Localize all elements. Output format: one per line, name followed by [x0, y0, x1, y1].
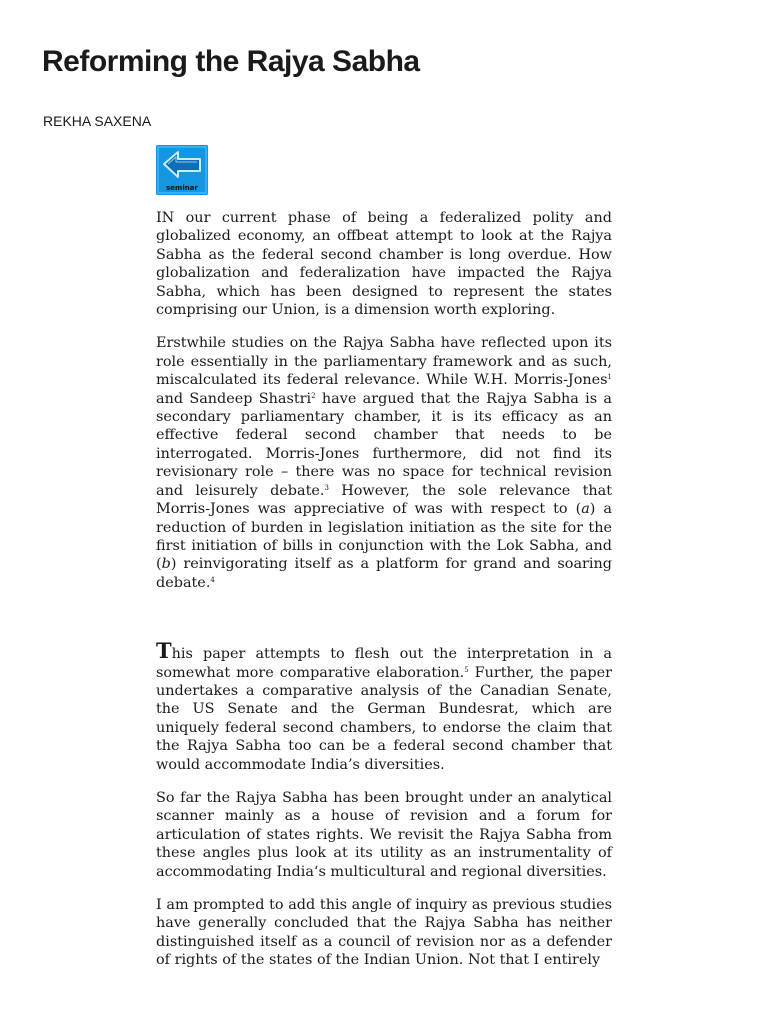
footnote-ref-2[interactable]: 2 — [311, 391, 316, 400]
paragraph-2-text: have argued that the Rajya Sabha is a secondary parliamentary chamber, it is its efficacy as an effective federal second chamber that needs to be interrogated. Morris-Jones furthermore, did not find its revisionary role – there was no space for technical revision and leisurely debate. — [156, 390, 613, 499]
article-body — [156, 209, 612, 985]
footnote-ref-5[interactable]: 5 — [464, 665, 469, 674]
item-letter-b: b — [161, 556, 171, 573]
seminar-logo[interactable] — [156, 145, 208, 195]
paragraph-2-text: ) a reduction of burden in legislation initiation as the site for the first initiation of bills in conjunction with the Lok Sabha, and ( — [156, 501, 612, 573]
paragraph-1: IN our current phase of being a federalized polity and globalized economy, an offbeat attempt to look at the Rajya Sabha as the federal second chamber is long overdue. How globalization and federalization have impacted the Rajya Sabha, which has been designed to represent the states comprising our Union, is a dimension worth exploring. — [156, 210, 612, 319]
page-title: Reforming the Rajya Sabha — [42, 45, 420, 78]
paragraph-3-text: Further, the paper undertakes a comparative analysis of the Canadian Senate, the US Senate and the German Bundesrat, which are uniquely federal second chambers, to endorse the claim that the Rajya Sabha too can be a federal second chamber that would accommodate India’s diversities. — [156, 664, 612, 773]
footnote-ref-3[interactable]: 3 — [324, 483, 329, 492]
paragraph-2-text: and Sandeep Shastri — [156, 390, 312, 407]
footnote-ref-4[interactable]: 4 — [210, 575, 215, 584]
logo-label: seminar — [166, 184, 198, 192]
paragraph-4: So far the Rajya Sabha has been brought under an analytical scanner mainly as a house of revision and a forum for articulation of states rights. We revisit the Rajya Sabha from these angles plus look at its utility as an instrumentality of accommodating India‘s multicultural and regional diversities. — [156, 789, 612, 880]
paragraph-2 — [156, 334, 612, 592]
paragraph-2-text: ) reinvigorating itself as a platform for grand and soaring debate. — [156, 556, 612, 591]
paragraph-2-text: However, the sole relevance that Morris-Jones was appreciative of was with respect to ( — [156, 482, 612, 518]
paragraph-3-text: his paper attempts to flesh out the interpretation in a somewhat more comparative elaboration. — [156, 646, 612, 681]
footnote-ref-1[interactable]: 1 — [607, 373, 612, 382]
paragraph-5: I am prompted to add this angle of inquiry as previous studies have generally concluded that the Rajya Sabha has neither distinguished itself as a council of revision nor as a defender of rights of the states of the Indian Union. Not that I entirely — [156, 897, 612, 969]
item-letter-a: a — [581, 501, 590, 518]
paragraph-3 — [156, 638, 612, 774]
author-name: REKHA SAXENA — [43, 113, 152, 129]
paragraph-2-text: Erstwhile studies on the Rajya Sabha have reflected upon its role essentially in the parliamentary framework and as such, miscalculated its federal relevance. While W.H. Morris-Jones — [156, 335, 612, 389]
drop-cap: T — [156, 638, 172, 664]
